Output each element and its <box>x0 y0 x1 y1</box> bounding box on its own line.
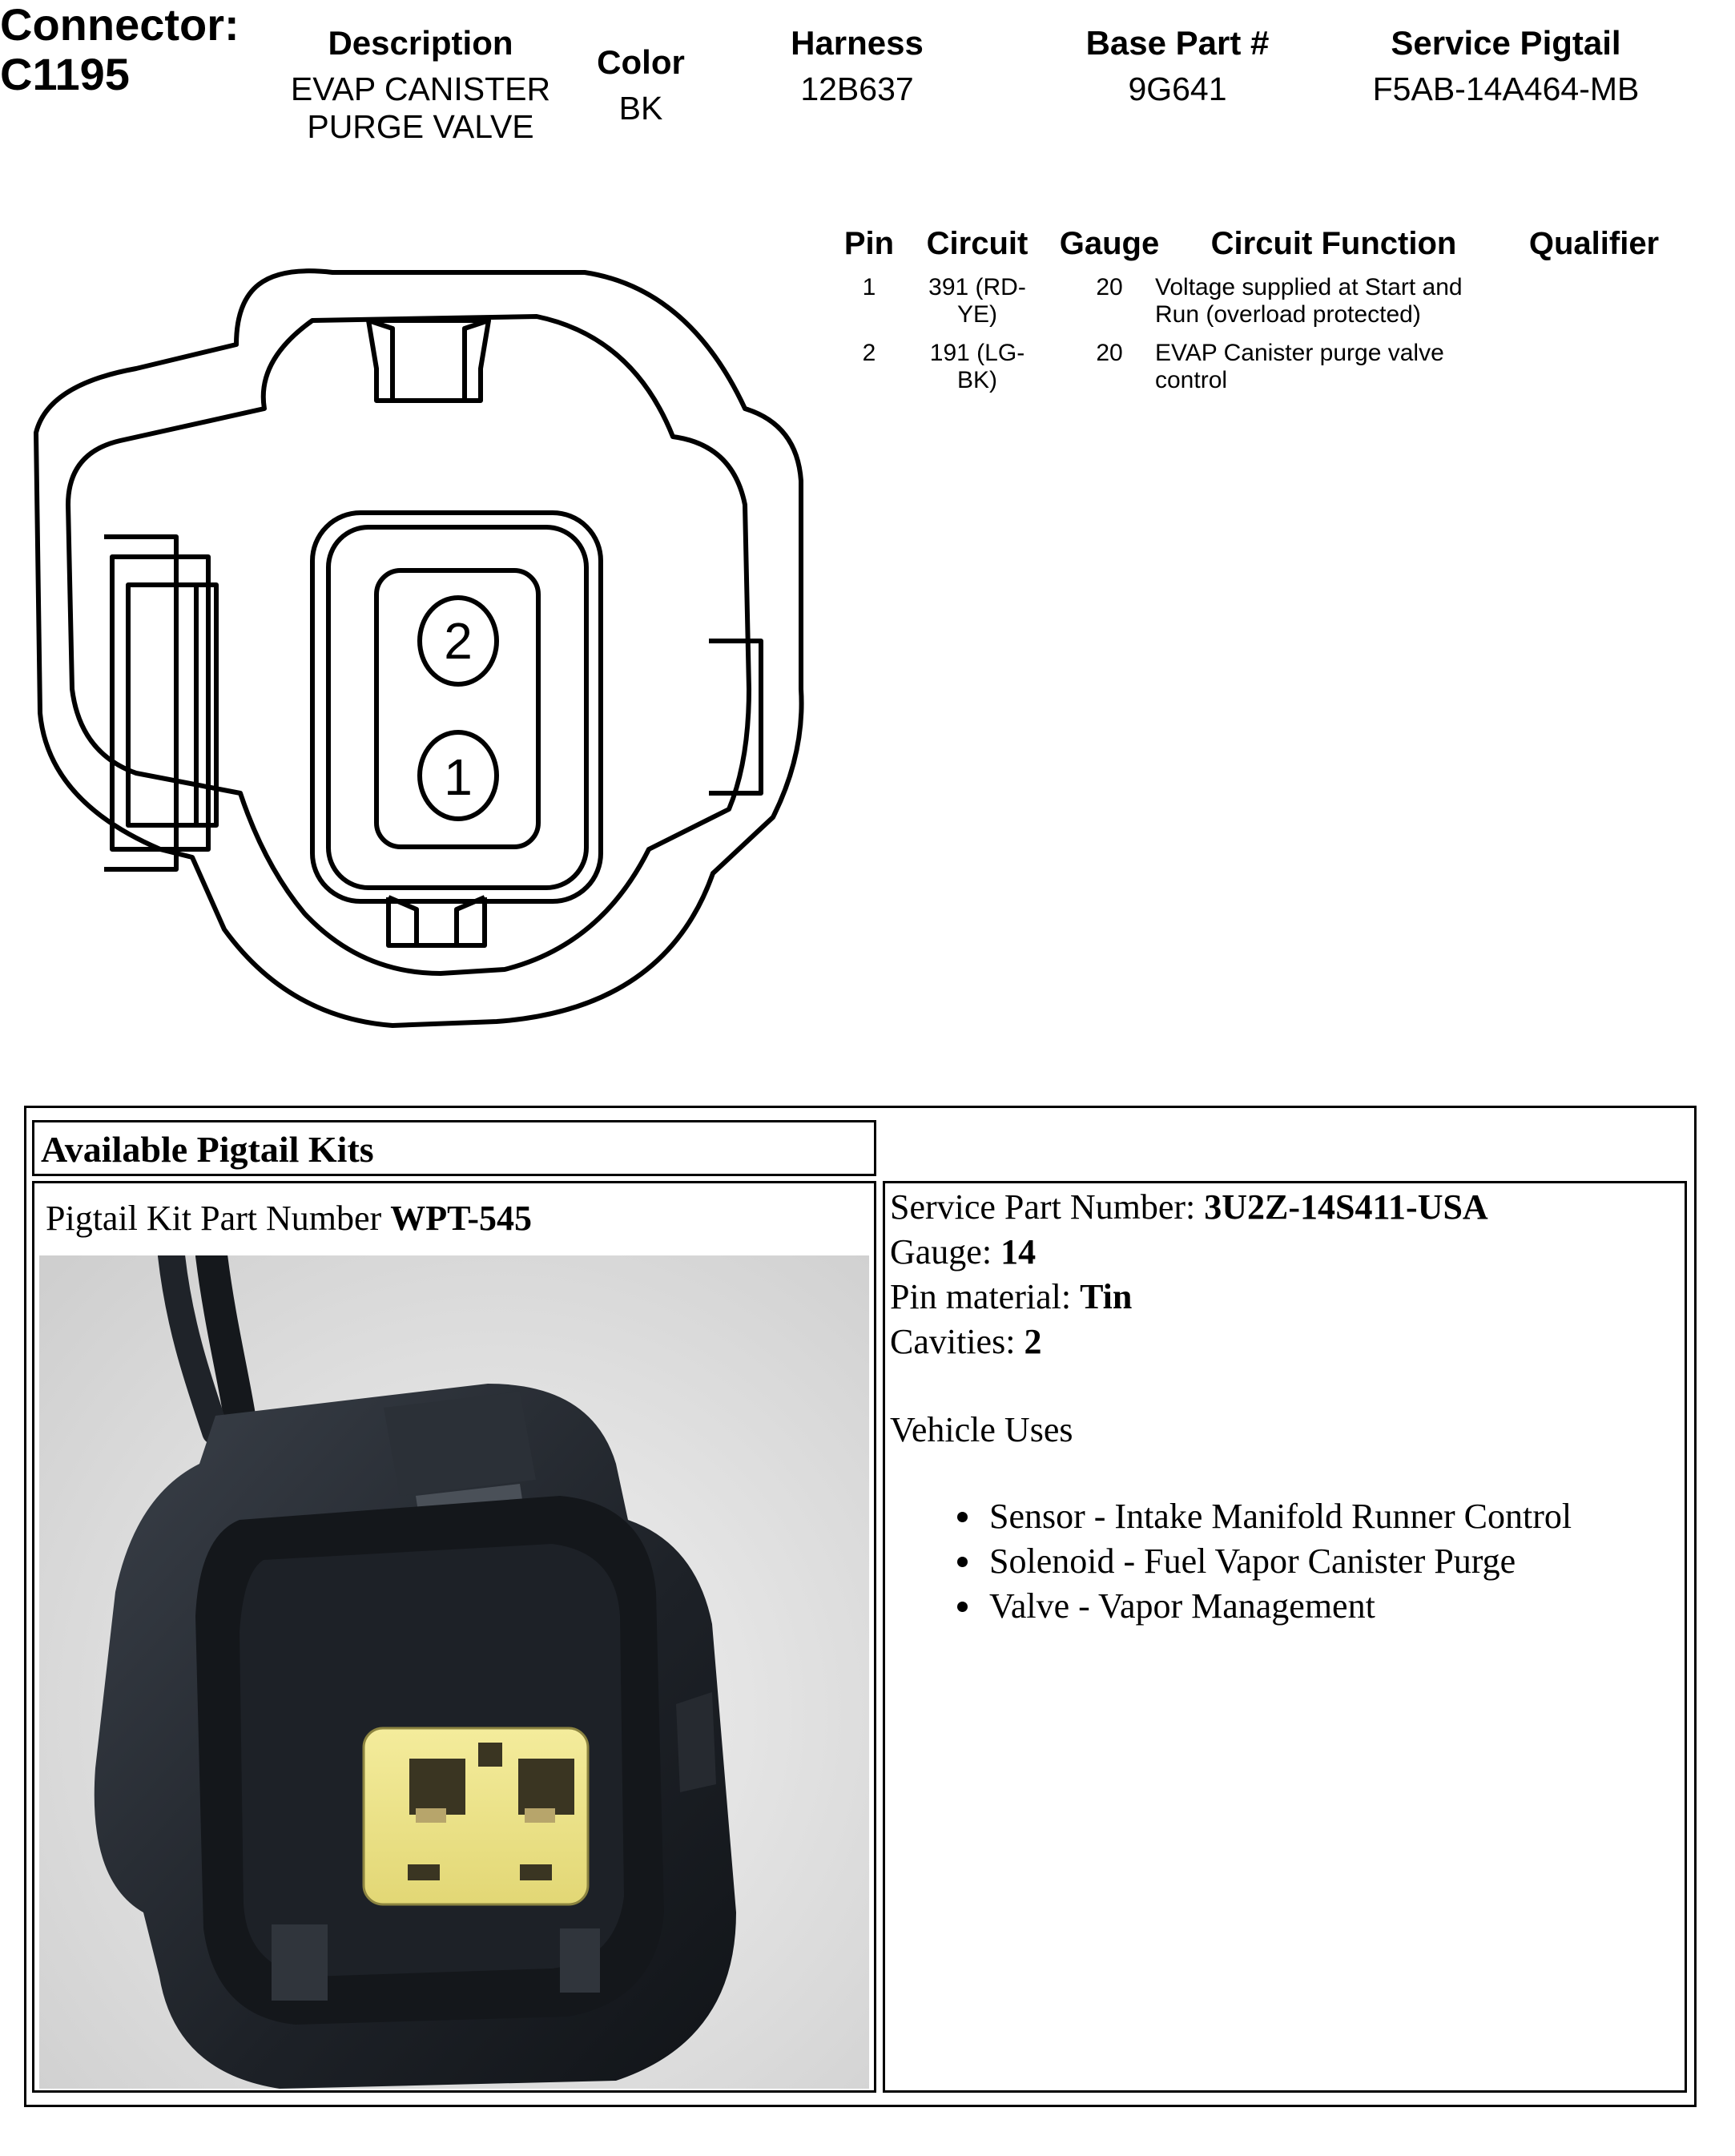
gauge-label: Gauge: <box>890 1232 1001 1271</box>
bullet-icon <box>957 1602 968 1612</box>
kit-details <box>890 1185 1488 1453</box>
circuit-cell <box>913 340 1041 394</box>
connector-face-diagram <box>24 240 817 1050</box>
cavities-label: Cavities: <box>890 1322 1024 1361</box>
circuit-line2: YE) <box>956 301 997 328</box>
function-line1: EVAP Canister purge valve <box>1155 340 1444 366</box>
pigtail-kits-title-box <box>32 1120 876 1176</box>
list-item <box>890 1494 1683 1539</box>
harness-column <box>737 24 977 108</box>
function-cell <box>1155 340 1524 394</box>
list-item <box>890 1539 1683 1584</box>
bullet-icon <box>957 1512 968 1522</box>
connector-inner-shell <box>68 316 749 973</box>
pin-1-label: 1 <box>444 748 473 806</box>
pin-material-value: Tin <box>1080 1277 1133 1316</box>
circuit-cell <box>913 274 1041 328</box>
pin-number: 2 <box>862 340 876 366</box>
pigtail-connector-photo <box>39 1255 869 2089</box>
vehicle-use-text: Valve - Vapor Management <box>989 1586 1375 1626</box>
kit-details-box <box>883 1181 1687 2093</box>
description-header: Description <box>328 24 513 62</box>
harness-header: Harness <box>791 24 924 62</box>
gauge <box>890 1230 1488 1275</box>
kit-part-value: WPT-545 <box>390 1199 533 1238</box>
cavities <box>890 1320 1488 1364</box>
upper-latch <box>368 320 489 401</box>
color-value: BK <box>618 90 663 127</box>
base-part-value: 9G641 <box>1128 71 1227 107</box>
service-pigtail-header: Service Pigtail <box>1391 24 1621 62</box>
qualifier-header: Qualifier <box>1528 226 1660 261</box>
bullet-icon <box>957 1557 968 1567</box>
vehicle-use-text: Solenoid - Fuel Vapor Canister Purge <box>989 1541 1516 1581</box>
right-side-notch <box>709 641 761 793</box>
service-part-value: 3U2Z-14S411-USA <box>1204 1187 1488 1227</box>
service-part-label: Service Part Number: <box>890 1187 1205 1227</box>
table-row <box>833 274 1682 338</box>
function-header: Circuit Function <box>1210 226 1457 261</box>
connector-label-title: Connector: <box>0 0 240 50</box>
description-column <box>264 24 577 146</box>
color-header: Color <box>597 43 685 81</box>
service-pigtail-value: F5AB-14A464-MB <box>1372 71 1640 107</box>
vehicle-uses-list <box>890 1494 1683 1629</box>
connector-id: C1195 <box>0 49 130 99</box>
base-part-header: Base Part # <box>1085 24 1270 62</box>
vehicle-uses-title: Vehicle Uses <box>890 1410 1073 1449</box>
base-part-column <box>1049 24 1306 108</box>
function-line2: control <box>1155 367 1228 393</box>
function-cell <box>1155 274 1524 328</box>
description-value-line2: PURGE VALVE <box>307 108 534 145</box>
function-line1: Voltage supplied at Start and <box>1155 274 1463 300</box>
circuit-line2: BK) <box>956 367 997 393</box>
kit-part-number <box>46 1196 532 1241</box>
vehicle-use-text: Sensor - Intake Manifold Runner Control <box>989 1497 1572 1536</box>
gauge-cell: 20 <box>1096 274 1123 300</box>
top-latch <box>384 1392 536 1496</box>
pin-header: Pin <box>843 226 895 261</box>
list-item <box>890 1584 1683 1629</box>
kit-part-label: Pigtail Kit Part Number <box>46 1199 391 1238</box>
pin-material <box>890 1275 1488 1320</box>
gauge-value: 14 <box>1000 1232 1037 1271</box>
circuit-header: Circuit <box>926 226 1029 261</box>
circuit-line1: 191 (LG- <box>929 340 1025 366</box>
pin-number: 1 <box>862 274 876 300</box>
color-column <box>577 43 705 127</box>
description-value-line1: EVAP CANISTER <box>290 71 551 107</box>
cavities-value: 2 <box>1024 1322 1042 1361</box>
table-row <box>833 340 1682 404</box>
kit-photo-box <box>32 1181 876 2093</box>
terminal-cavity-mid <box>328 527 586 888</box>
harness-value: 12B637 <box>800 71 914 107</box>
gauge-cell: 20 <box>1096 340 1123 366</box>
description-value <box>264 71 577 146</box>
service-pigtail-column <box>1346 24 1666 108</box>
pin-material-label: Pin material: <box>890 1277 1081 1316</box>
function-line2: Run (overload protected) <box>1155 301 1421 328</box>
gauge-header: Gauge <box>1059 226 1160 261</box>
pigtail-kits-title: Available Pigtail Kits <box>41 1129 374 1170</box>
pin-2-label: 2 <box>444 612 473 670</box>
circuit-line1: 391 (RD- <box>928 274 1026 300</box>
service-part-number <box>890 1185 1488 1230</box>
